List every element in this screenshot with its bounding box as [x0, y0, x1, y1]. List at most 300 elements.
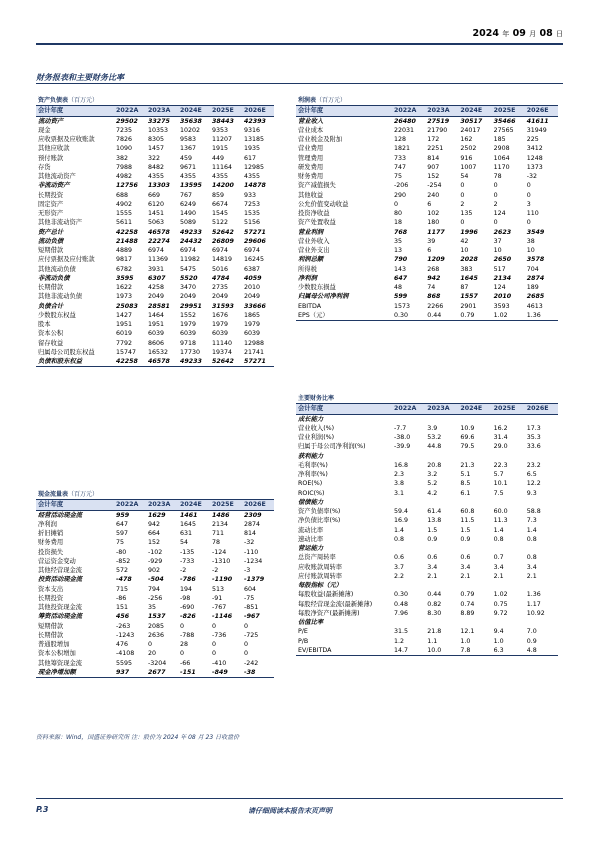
cell-value: 933: [244, 191, 257, 199]
cell-value: 6307: [148, 274, 166, 282]
cell-value: 124: [493, 210, 506, 217]
cell-value: 58.8: [526, 508, 541, 515]
row-label: 公允价值变动收益: [298, 200, 349, 208]
table-row: [36, 566, 274, 575]
cell-value: [492, 618, 525, 627]
cell-value: 5.2: [427, 480, 438, 488]
cell-value: 0: [493, 219, 498, 227]
row-label: 归属母公司股东权益: [38, 348, 95, 356]
row-label: 长期投资: [38, 594, 64, 602]
table-row: [296, 637, 558, 646]
cell-value: 459: [180, 154, 193, 162]
cell-value: 1.0: [460, 637, 471, 645]
cell-value: 24432: [180, 237, 202, 245]
row-label: 营运能力: [298, 545, 324, 552]
cell-value: 10202: [180, 126, 201, 134]
table-row: [296, 442, 558, 451]
column-header-year: 2025E: [492, 106, 525, 116]
table-title-text: 利润表: [298, 97, 317, 104]
cell-value: [525, 581, 558, 590]
cell-value: 2: [493, 200, 498, 208]
report-date: 2024 年 09 月 08 日: [472, 28, 563, 39]
table-row: [296, 498, 558, 507]
table-row: [296, 507, 558, 516]
table-row: [296, 646, 558, 656]
cash-flow-table: [36, 490, 274, 678]
cell-value: 2049: [148, 293, 165, 301]
cell-value: 19374: [212, 348, 233, 356]
column-header-year: 2024E: [458, 404, 491, 414]
cell-value: 49233: [178, 357, 210, 367]
table-row: [36, 612, 274, 621]
cell-value: 4355: [212, 173, 229, 180]
cell-value: 1555: [116, 210, 133, 217]
row-label: 营业外支出: [298, 247, 330, 254]
cell-value: 1457: [148, 145, 165, 153]
cell-value: 25083: [116, 302, 138, 310]
cell-value: -32: [526, 173, 538, 180]
cell-value: 3931: [148, 265, 165, 273]
cell-value: 2502: [460, 145, 477, 153]
table-row: [36, 348, 274, 357]
row-label: EBITDA: [298, 302, 322, 310]
cell-value: [458, 414, 491, 424]
row-label: 投资活动现金流: [38, 576, 83, 584]
table-row: [36, 668, 274, 678]
cell-value: 1490: [180, 210, 197, 217]
cell-value: 0: [148, 641, 153, 648]
row-label: 其他非流动资产: [38, 219, 83, 227]
cell-value: -1146: [212, 613, 233, 621]
cell-value: 0: [493, 182, 498, 190]
cell-value: 1979: [180, 321, 197, 328]
cell-value: [392, 618, 425, 627]
cell-value: -256: [148, 594, 163, 602]
cell-value: 664: [148, 530, 161, 537]
cell-value: 53.2: [427, 434, 442, 441]
cell-value: 0.9: [460, 535, 471, 543]
row-label: 管理费用: [298, 154, 324, 162]
cell-value: 1545: [212, 210, 229, 217]
cell-value: -98: [180, 594, 191, 602]
cell-value: 0.79: [460, 591, 475, 599]
cell-value: 6019: [116, 330, 133, 338]
row-label: 普通股增加: [38, 641, 70, 648]
table-row: [36, 116, 274, 126]
cell-value: 21488: [116, 237, 138, 245]
row-label: 其他非流动负债: [38, 293, 83, 301]
cell-value: 31593: [212, 302, 234, 310]
cell-value: 1007: [460, 163, 477, 171]
cell-value: 26480: [394, 117, 416, 125]
cell-value: 35638: [180, 117, 202, 125]
cell-value: 6120: [148, 200, 165, 208]
cell-value: [458, 544, 491, 553]
cell-value: 0.6: [394, 554, 405, 562]
cell-value: 2.2: [394, 572, 405, 580]
row-label: 所得税: [298, 265, 317, 273]
ratios-table: [296, 394, 558, 656]
cell-value: 1973: [116, 293, 133, 301]
cell-value: 21790: [427, 126, 448, 134]
row-label: 资产减值损失: [298, 182, 336, 190]
cell-value: 2.1: [460, 572, 471, 580]
row-label: 短期借款: [38, 622, 64, 630]
row-label: 偿债能力: [298, 498, 324, 506]
cell-value: 42393: [244, 117, 266, 125]
cell-value: 6674: [212, 200, 229, 208]
cell-value: 3.9: [427, 424, 438, 432]
cell-value: 1821: [394, 145, 411, 153]
cell-value: 7.5: [493, 489, 504, 497]
cell-value: 13595: [180, 182, 202, 190]
cell-value: 5156: [244, 219, 261, 227]
cell-value: 10.0: [425, 646, 458, 656]
cell-value: 0: [526, 182, 531, 190]
cell-value: 20: [148, 650, 157, 658]
row-label: 负债和股东权益: [36, 357, 114, 367]
cell-value: -767: [212, 604, 227, 611]
cell-value: 0: [180, 650, 185, 658]
cell-value: 16245: [244, 256, 265, 264]
column-header-label: 会计年度: [296, 404, 392, 414]
cell-value: [458, 452, 491, 461]
table-row: [36, 631, 274, 640]
cell-value: 10353: [148, 126, 169, 134]
cell-value: 2134: [212, 520, 229, 528]
cell-value: 16532: [148, 348, 169, 356]
cell-value: -2: [212, 567, 219, 574]
cell-value: 12985: [244, 163, 265, 171]
cell-value: 1645: [460, 274, 478, 282]
cell-value: 6974: [212, 247, 229, 254]
cell-value: 6039: [180, 330, 197, 338]
cell-value: 26809: [212, 237, 234, 245]
cell-value: 0.8: [394, 535, 405, 543]
column-header-label: 会计年度: [296, 106, 392, 116]
cell-value: 75: [116, 539, 125, 547]
row-label: 营业收入(%): [298, 424, 335, 432]
row-label: 应付票据及应付账款: [38, 256, 95, 264]
cell-value: 7792: [116, 339, 133, 347]
cell-value: 17.3: [526, 424, 541, 432]
cell-value: 8606: [148, 339, 165, 347]
cell-value: 2874: [244, 520, 261, 528]
cell-value: 60.8: [460, 508, 475, 515]
table-row: [36, 557, 274, 566]
cell-value: 2266: [427, 302, 444, 310]
cell-value: 0.9: [526, 637, 537, 645]
table-row: [36, 548, 274, 557]
cell-value: [458, 581, 491, 590]
row-label: 每股净资产(最新摊薄): [298, 609, 360, 617]
cell-value: 1.5: [427, 526, 438, 534]
cell-value: 1.02: [493, 591, 508, 599]
cell-value: 0.8: [526, 554, 537, 562]
income-statement-table: [296, 96, 558, 321]
row-label: 股本: [38, 321, 51, 328]
cell-value: 2908: [493, 145, 510, 153]
row-label: 长期借款: [38, 631, 64, 639]
cell-value: 0.30: [394, 591, 409, 599]
row-label: 资本公积: [38, 330, 64, 338]
row-label: 研发费用: [298, 163, 324, 171]
cell-value: 1915: [212, 145, 229, 153]
cell-value: [492, 544, 525, 553]
cell-value: 747: [394, 163, 407, 171]
cell-value: 868: [427, 293, 441, 301]
row-label: 利润总额: [298, 256, 324, 264]
cell-value: -826: [180, 613, 196, 621]
cell-value: -254: [427, 182, 442, 190]
row-label: 每股指标（元）: [298, 582, 343, 589]
table-row: [296, 302, 558, 311]
table-row: [296, 572, 558, 581]
cell-value: 110: [526, 210, 539, 217]
cell-value: 0: [460, 191, 465, 199]
cell-value: 29502: [116, 117, 138, 125]
table-row: [296, 144, 558, 153]
cell-value: -504: [148, 576, 164, 584]
cell-value: 11164: [212, 163, 233, 171]
cell-value: 2049: [212, 293, 229, 301]
column-header-year: 2022A: [392, 404, 425, 414]
cell-value: 9.3: [526, 489, 537, 497]
table-row: [296, 218, 558, 227]
table-row: [296, 590, 558, 599]
cell-value: -7.7: [394, 424, 407, 432]
cell-value: 4355: [148, 173, 165, 180]
cell-value: 4613: [526, 302, 543, 310]
cell-value: [425, 498, 458, 507]
row-label: 营运资金变动: [38, 557, 76, 565]
cell-value: -206: [394, 182, 409, 190]
cell-value: 1951: [116, 321, 133, 328]
cell-value: 617: [244, 154, 257, 162]
table-row: [36, 218, 274, 227]
table-row: [296, 609, 558, 618]
row-label: P/B: [298, 637, 309, 645]
cell-value: 290: [394, 191, 407, 199]
row-label: 长期借款: [38, 284, 64, 291]
cell-value: 12756: [116, 182, 138, 190]
cell-value: 5122: [212, 219, 229, 227]
cell-value: 61.4: [427, 508, 442, 515]
row-label: 投资损失: [38, 548, 64, 556]
cell-value: 0.7: [493, 554, 504, 562]
row-label: 估值比率: [298, 619, 324, 626]
row-label: 现金: [38, 126, 51, 134]
cell-value: 33275: [148, 117, 170, 125]
table-row: [296, 563, 558, 572]
cell-value: 5063: [148, 219, 165, 227]
table-row: [36, 154, 274, 163]
cell-value: 902: [148, 567, 161, 574]
row-label: 资产负债率(%): [298, 508, 341, 515]
cell-value: 597: [116, 530, 129, 537]
cell-value: [392, 414, 425, 424]
cell-value: 599: [394, 293, 408, 301]
cell-value: [458, 618, 491, 627]
table-row: [36, 594, 274, 603]
table-row: [36, 603, 274, 612]
cell-value: 0.30: [392, 311, 425, 321]
cell-value: 1935: [244, 145, 261, 153]
cell-value: 46578: [148, 228, 170, 236]
row-label: 其他流动资产: [38, 173, 76, 180]
cell-value: 0.44: [425, 311, 458, 321]
table-row: [36, 283, 274, 292]
cell-value: 10: [526, 247, 535, 254]
cell-value: 3593: [493, 302, 510, 310]
row-label: 每股收益(最新摊薄): [298, 591, 354, 599]
cell-value: 11.3: [493, 517, 508, 525]
cell-value: 1535: [244, 210, 261, 217]
table-row: [36, 640, 274, 649]
cell-value: 21741: [244, 348, 265, 356]
table-row: [296, 274, 558, 283]
cell-value: 21.8: [427, 628, 442, 636]
cell-value: [425, 544, 458, 553]
cell-value: -86: [116, 594, 127, 602]
cell-value: 0: [493, 191, 498, 199]
cell-value: 9353: [212, 126, 229, 134]
row-label: 少数股东权益: [38, 311, 76, 319]
cell-value: 3.7: [394, 563, 405, 571]
cell-value: [425, 414, 458, 424]
row-label: 流动比率: [298, 526, 324, 534]
row-label: 应付账款周转率: [298, 572, 343, 580]
table-row: [36, 320, 274, 329]
cell-value: 647: [116, 520, 129, 528]
row-label: 营业费用: [298, 145, 324, 153]
cell-value: -1190: [212, 576, 233, 584]
cell-value: 2309: [244, 511, 262, 519]
cell-value: 942: [427, 274, 441, 282]
cell-value: 814: [427, 154, 440, 162]
cell-value: 10.9: [460, 424, 475, 432]
cell-value: 8482: [148, 163, 165, 171]
cell-value: 189: [526, 284, 539, 291]
cell-value: 1367: [180, 145, 197, 153]
table-title-text: 资产负债表: [38, 97, 69, 104]
cell-value: 7253: [244, 200, 261, 208]
row-label: 折旧摊销: [38, 530, 64, 537]
cell-value: 0: [460, 182, 465, 190]
cell-value: 9.4: [493, 628, 504, 636]
cell-value: 733: [394, 154, 407, 162]
cell-value: 0: [526, 219, 531, 227]
cell-value: 1464: [148, 311, 165, 319]
table-row: [36, 200, 274, 209]
cell-value: 128: [394, 136, 407, 143]
cell-value: 9.72: [493, 609, 508, 617]
cell-value: 2028: [460, 256, 478, 264]
table-row: [296, 255, 558, 264]
cell-value: 75: [394, 173, 403, 180]
cell-value: 57271: [244, 228, 266, 236]
cell-value: 10: [460, 247, 469, 254]
cell-value: 48: [394, 284, 403, 291]
cell-value: 4784: [212, 274, 230, 282]
cell-value: 513: [212, 585, 225, 593]
cell-value: 688: [116, 191, 129, 199]
cell-value: 959: [116, 511, 130, 519]
cell-value: -929: [148, 557, 163, 565]
row-label: 资本公积增加: [38, 650, 76, 658]
table-row: [296, 516, 558, 525]
cell-value: 1170: [493, 163, 510, 171]
row-label: 毛利率(%): [298, 461, 328, 469]
row-label: 其他流动负债: [38, 265, 76, 273]
table-header-row: [296, 404, 558, 414]
table-row: [36, 163, 274, 172]
cell-value: 1064: [493, 154, 510, 162]
row-label: 获利能力: [298, 452, 324, 460]
cell-value: 2650: [493, 256, 512, 264]
cell-value: -4108: [116, 650, 135, 658]
cell-value: 143: [394, 265, 407, 273]
disclaimer: 请仔细阅读本报告末页声明: [248, 807, 332, 815]
cell-value: 2: [460, 200, 465, 208]
cell-value: 4059: [244, 274, 262, 282]
table-row: [296, 154, 558, 163]
cell-value: -1310: [212, 557, 231, 565]
cell-value: -410: [212, 659, 227, 667]
table-title: [296, 96, 558, 106]
cell-value: -38.0: [394, 434, 411, 441]
cell-value: 13: [394, 247, 403, 254]
table-title: [296, 394, 558, 404]
cell-value: 35: [394, 237, 403, 245]
table-row: [36, 302, 274, 311]
table-row: [296, 191, 558, 200]
cell-value: 0.75: [493, 600, 508, 608]
table-row: [296, 461, 558, 470]
table-row: [296, 246, 558, 255]
cell-value: 669: [148, 191, 161, 199]
cell-value: 916: [460, 154, 473, 162]
row-label: 归属于母公司净利润(%): [298, 443, 366, 451]
table-row: [36, 246, 274, 255]
row-label: 预付账款: [38, 154, 64, 162]
table-row: [36, 265, 274, 274]
cell-value: 1248: [526, 154, 543, 162]
cell-value: 3412: [526, 145, 543, 153]
table-row: [296, 116, 558, 126]
cell-value: 9316: [244, 126, 261, 134]
cell-value: 7826: [116, 136, 133, 143]
cell-value: 124: [493, 284, 506, 291]
cell-value: 21.3: [460, 461, 475, 469]
cell-value: -690: [180, 604, 195, 611]
cell-value: 2735: [212, 284, 229, 291]
table-row: [36, 311, 274, 320]
cell-value: 5089: [180, 219, 197, 227]
column-header-label: 会计年度: [36, 500, 114, 510]
cell-value: 6782: [116, 265, 133, 273]
table-row: [36, 144, 274, 153]
cell-value: 711: [212, 530, 225, 537]
cell-value: 2010: [493, 293, 512, 301]
cell-value: 1.17: [526, 600, 541, 608]
cell-value: -66: [180, 659, 191, 667]
cell-value: 7.0: [526, 628, 537, 636]
row-label: 营业利润: [298, 228, 324, 236]
cell-value: 1557: [460, 293, 478, 301]
cell-value: 31.5: [394, 628, 409, 636]
table-row: [296, 535, 558, 544]
